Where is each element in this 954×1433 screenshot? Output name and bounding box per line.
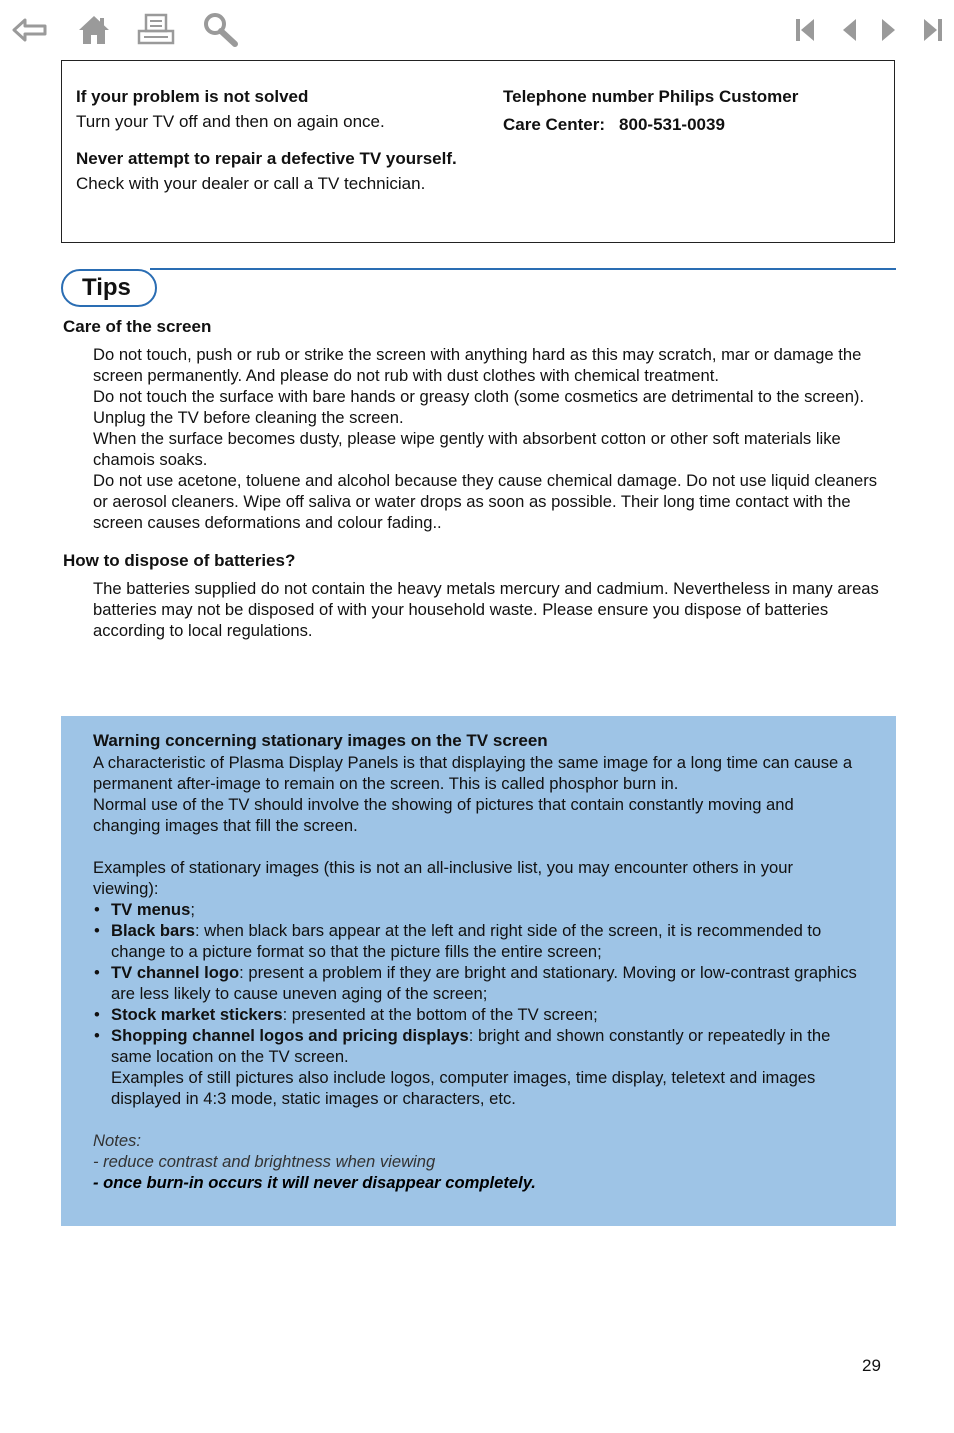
care-of-screen-heading: Care of the screen [63,317,212,336]
warning-paragraph: Normal use of the TV should involve the showing of pictures that contain constantly moving and changing images that fill the screen. [93,795,794,835]
search-icon[interactable] [200,8,242,52]
list-item: • Shopping channel logos and pricing displays: bright and shown constantly or repeatedly in the same location on the TV screen. Examples of still pictures also include logos, computer images, time display, teletext and images displayed in 4:3 mode, static images or characters, etc. [93,1025,863,1109]
first-page-icon[interactable] [790,8,820,52]
phone-number: 800-531-0039 [619,115,725,134]
list-item: • Stock market stickers: presented at the bottom of the TV screen; [94,1005,598,1024]
problem-not-solved-heading: If your problem is not solved [76,87,309,106]
batteries-heading: How to dispose of batteries? [63,551,296,570]
last-page-icon[interactable] [918,8,948,52]
warning-title: Warning concerning stationary images on the TV screen [93,731,548,750]
back-arrow-icon[interactable] [10,8,50,52]
batteries-text: The batteries supplied do not contain the heavy metals mercury and cadmium. Nevertheless in many areas batteries may not be disposed of with your household waste. Please ensure you dispose of batteries according to local regulations. [93,579,879,640]
care-center-label: Care Center: [503,115,606,134]
print-icon[interactable] [134,8,178,52]
stationary-image-examples-list [93,899,863,1109]
navigation-toolbar [0,8,954,52]
next-page-icon[interactable] [874,8,904,52]
repair-warning-heading: Never attempt to repair a defective TV yourself. [76,149,457,168]
care-paragraph: When the surface becomes dusty, please wipe gently with absorbent cotton or other soft materials like chamois soaks. [93,429,841,469]
repair-warning-text: Check with your dealer or call a TV technician. [76,174,426,193]
note-item: - reduce contrast and brightness when viewing [93,1152,436,1171]
note-item-important: - once burn-in occurs it will never disappear completely. [93,1173,536,1192]
phone-label: Telephone number Philips Customer [503,87,799,106]
tips-title: Tips [61,269,157,307]
care-center-line [503,111,883,139]
warning-paragraph: Examples of stationary images (this is not an all-inclusive list, you may encounter others in your viewing): [93,858,794,898]
page-number: 29 [862,1356,881,1375]
batteries-body [93,578,893,641]
troubleshooting-advice [76,85,476,209]
list-item: • TV menus; [94,900,195,919]
warning-paragraph: A characteristic of Plasma Display Panels is that displaying the same image for a long time can cause a permanent after-image to remain on the screen. This is called phosphor burn in. [93,753,853,793]
troubleshooting-box [61,60,895,243]
care-paragraph: Do not touch the surface with bare hands or greasy cloth (some cosmetics are detrimental to the screen). Unplug the TV before cleaning the screen. [93,387,865,427]
tips-divider [150,268,896,270]
still-pictures-examples: Examples of still pictures also include logos, computer images, time display, teletext and images displayed in 4:3 mode, static images or characters, etc. [111,1068,816,1108]
home-icon[interactable] [74,8,114,52]
care-paragraph: Do not use acetone, toluene and alcohol because they cause chemical damage. Do not use liquid cleaners or aerosol cleaners. Wipe off saliva or water drops as soon as possible. Their long time contact with the screen causes deformations and colour fading.. [93,471,878,532]
list-item: • TV channel logo: present a problem if they are bright and stationary. Moving or low-contrast graphics are less likely to cause uneven aging of the screen; [94,963,857,1003]
stationary-image-warning-box [61,716,896,1226]
care-of-screen-body [93,344,893,533]
notes-label: Notes: [93,1131,141,1150]
customer-care-contact [503,83,883,139]
care-paragraph: Do not touch, push or rub or strike the screen with anything hard as this may scratch, mar or damage the screen permanently. And please do not rub with dust clothes with chemical treatment. [93,345,862,385]
list-item: • Black bars: when black bars appear at the left and right side of the screen, it is recommended to change to a picture format so that the picture fills the entire screen; [94,921,822,961]
notes-block [93,1130,863,1193]
previous-page-icon[interactable] [834,8,864,52]
problem-not-solved-text: Turn your TV off and then on again once. [76,112,385,131]
